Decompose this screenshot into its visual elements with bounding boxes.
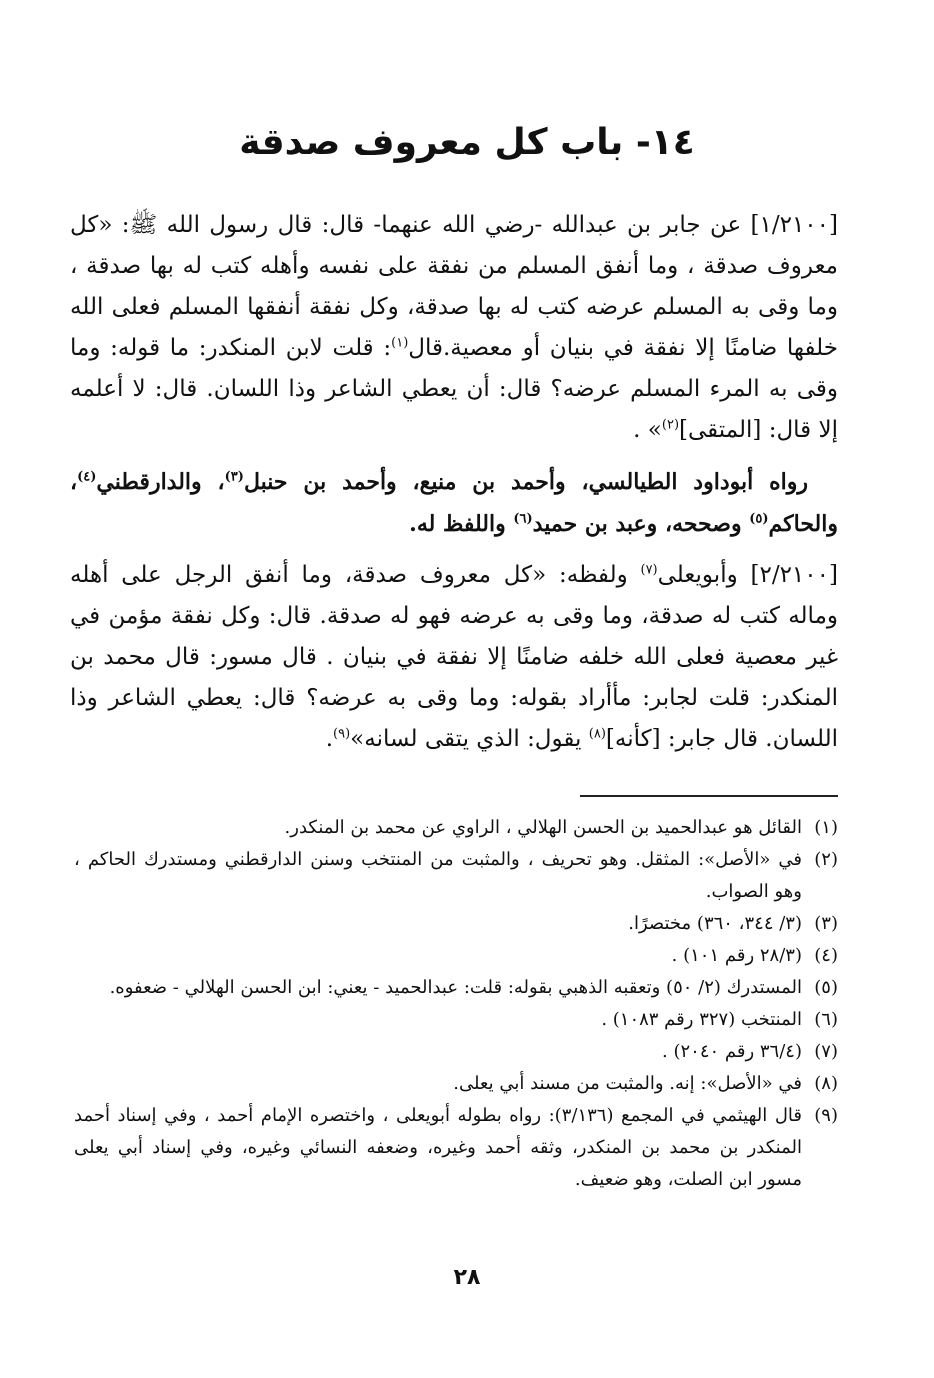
footnote-number: (٦) <box>814 1009 838 1030</box>
footnote-item <box>74 940 838 972</box>
footnote-number: (٥) <box>814 977 838 998</box>
paragraph-text: [٢/٢١٠٠] وأبويعلى <box>657 562 838 588</box>
footnote-marker: (٤) <box>77 469 97 485</box>
footnote-item <box>74 1036 838 1068</box>
footnote-marker: (٣) <box>224 469 244 485</box>
hadith-paragraph <box>70 205 838 451</box>
footnote-text: في «الأصل»: إنه. والمثبت من مسند أبي يعلى. <box>453 1073 802 1094</box>
footnote-text: (٣/ ٣٤٤، ٣٦٠) مختصرًا. <box>628 913 802 934</box>
footnote-text: قال الهيثمي في المجمع (٣/١٣٦): رواه بطوله أبويعلى ، واختصره الإمام أحمد ، وفي إسناد أحمد المنكدر بن محمد بن المنكدر، وثقه أحمد وغيره، وضعفه النسائي وغيره، وفي إسناد أبي يعلى مسور ابن الصلت، وهو ضعيف. <box>74 1105 802 1190</box>
hadith-paragraph-2 <box>70 555 838 760</box>
footnote-number: (٢) <box>814 849 838 870</box>
paragraph-text: وصححه، وعبد بن حميد <box>532 511 750 537</box>
paragraph-text: رواه أبوداود الطيالسي، وأحمد بن منيع، وأحمد بن حنبل <box>243 469 808 495</box>
footnote-item <box>74 908 838 940</box>
footnote-item <box>74 1100 838 1196</box>
takhrij-paragraph <box>70 461 838 545</box>
paragraph-text: [١/٢١٠٠] عن جابر بن عبدالله -رضي الله عنهما- قال: قال رسول الله ﷺ: «كل معروف صدقة ، وما أنفق المسلم من نفقة على نفسه وأهله كتب له بها صدقة ، وما وقى به المسلم عرضه كتب له بها صدقة، وكل نفقة أنفقها المسلم فعلى الله خلفها ضامنًا إلا نفقة في بنيان أو معصية.قال <box>70 212 839 361</box>
footnote-number: (٩) <box>814 1105 838 1126</box>
paragraph-text: ولفظه: «كل معروف صدقة، وما أنفق الرجل على أهله وماله كتب له صدقة، وما وقى به عرضه فهو له صدقة. قال: وكل نفقة مؤمن في غير معصية فعلى الله خلفه ضامنًا إلا نفقة في بنيان . قال مسور: قال محمد بن المنكدر: قلت لجابر: مأأراد بقوله: وما وقى به عرضه؟ قال: يعطي الشاعر وذا اللسان. قال جابر: [كأنه] <box>70 562 838 752</box>
footnote-item <box>74 844 838 908</box>
paragraph-text: واللفظ له. <box>409 511 514 537</box>
footnote-marker: (٨) <box>588 726 606 742</box>
footnote-marker: (٢) <box>661 417 680 433</box>
paragraph-text: . <box>325 726 334 752</box>
footnotes-list <box>74 812 838 1196</box>
main-text <box>70 205 838 770</box>
page-number: ٢٨ <box>453 1265 481 1290</box>
paragraph-text: » . <box>633 417 662 443</box>
footnote-item <box>74 1068 838 1100</box>
chapter-title: ١٤- باب كل معروف صدقة <box>239 122 695 163</box>
footnote-marker: (١) <box>391 335 409 351</box>
footnote-item <box>74 1004 838 1036</box>
footnote-text: في «الأصل»: المثقل. وهو تحريف ، والمثبت من المنتخب وسنن الدارقطني ومستدرك الحاكم ، وهو الصواب. <box>74 849 802 902</box>
footnote-number: (٧) <box>814 1041 838 1062</box>
footnote-number: (٣) <box>814 913 838 934</box>
footnote-text: المستدرك (٢/ ٥٠) وتعقبه الذهبي بقوله: قلت: عبدالحميد - يعني: ابن الحسن الهلالي - ضعفوه. <box>109 977 802 998</box>
footnote-number: (٤) <box>814 945 838 966</box>
footnote-text: القائل هو عبدالحميد بن الحسن الهلالي ، الراوي عن محمد بن المنكدر. <box>284 817 802 838</box>
footnote-text: (٣٦/٤ رقم ٢٠٤٠) . <box>662 1041 802 1062</box>
paragraph-text: : قلت لابن المنكدر: ما قوله: وما وقى به المرء المسلم عرضه؟ قال: أن يعطي الشاعر وذا اللسان. قال: لا أعلمه إلا قال: [المتقى] <box>70 335 838 443</box>
paragraph-text: ، والحاكم <box>70 469 838 537</box>
footnote-item <box>74 972 838 1004</box>
footnote-number: (٨) <box>814 1073 838 1094</box>
footnote-item <box>74 812 838 844</box>
footnote-number: (١) <box>814 817 838 838</box>
footnote-marker: (٧) <box>640 562 658 578</box>
footnote-text: المنتخب (٣٢٧ رقم ١٠٨٣) . <box>601 1009 802 1030</box>
footnote-marker: (٩) <box>333 726 351 742</box>
paragraph-text: يقول: الذي يتقى لسانه» <box>350 726 589 752</box>
paragraph-text: ، والدارقطني <box>96 469 225 495</box>
footnote-marker: (٥) <box>749 511 769 527</box>
footnote-divider <box>580 795 838 797</box>
footnote-marker: (٦) <box>513 511 533 527</box>
footnote-text: (٢٨/٣ رقم ١٠١) . <box>671 945 802 966</box>
